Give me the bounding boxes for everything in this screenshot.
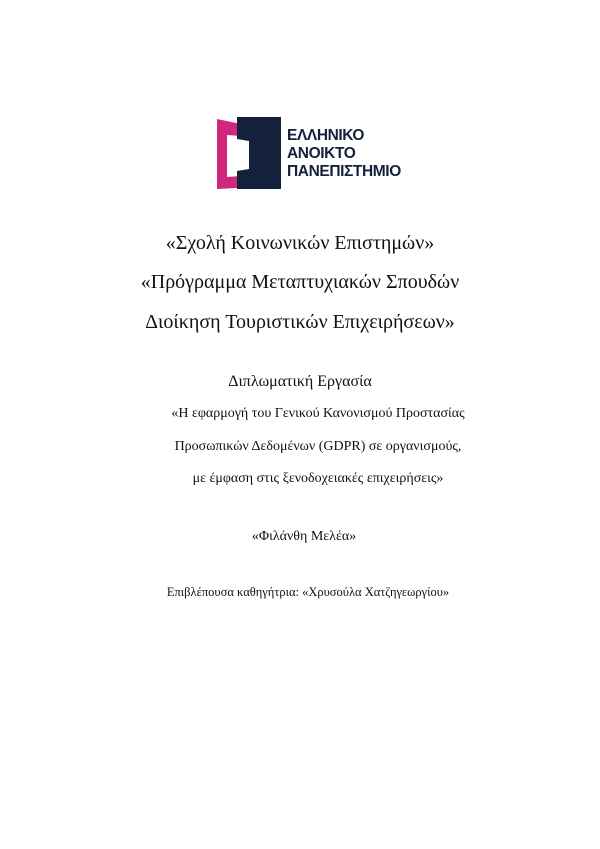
program-line-1: «Πρόγραμμα Μεταπτυχιακών Σπουδών <box>140 271 460 293</box>
thesis-title-line-1: «Η εφαρμογή του Γενικού Κανονισμού Προστασίας <box>171 406 465 421</box>
logo-wordmark <box>287 127 401 181</box>
logo-line-1: ΕΛΛΗΝΙΚΟ <box>287 127 365 144</box>
thesis-type: Διπλωματική Εργασία <box>228 373 372 390</box>
logo-mark-icon <box>217 117 281 193</box>
thesis-title-line-2: Προσωπικών Δεδομένων (GDPR) σε οργανισμούς, <box>174 439 462 454</box>
supervisor: Επιβλέπουσα καθηγήτρια: «Χρυσούλα Χατζηγεωργίου» <box>166 585 450 599</box>
logo-line-2: ΑΝΟΙΚΤΟ <box>287 145 356 162</box>
university-logo <box>217 117 417 193</box>
program-line-2: Διοίκηση Τουριστικών Επιχειρήσεων» <box>145 311 455 333</box>
thesis-title-line-3: με έμφαση στις ξενοδοχειακές επιχειρήσεις» <box>192 471 444 486</box>
school-name: «Σχολή Κοινωνικών Επιστημών» <box>165 232 435 254</box>
logo-line-3: ΠΑΝΕΠΙΣΤΗΜΙΟ <box>287 163 401 180</box>
author-name: «Φιλάνθη Μελέα» <box>251 529 357 544</box>
